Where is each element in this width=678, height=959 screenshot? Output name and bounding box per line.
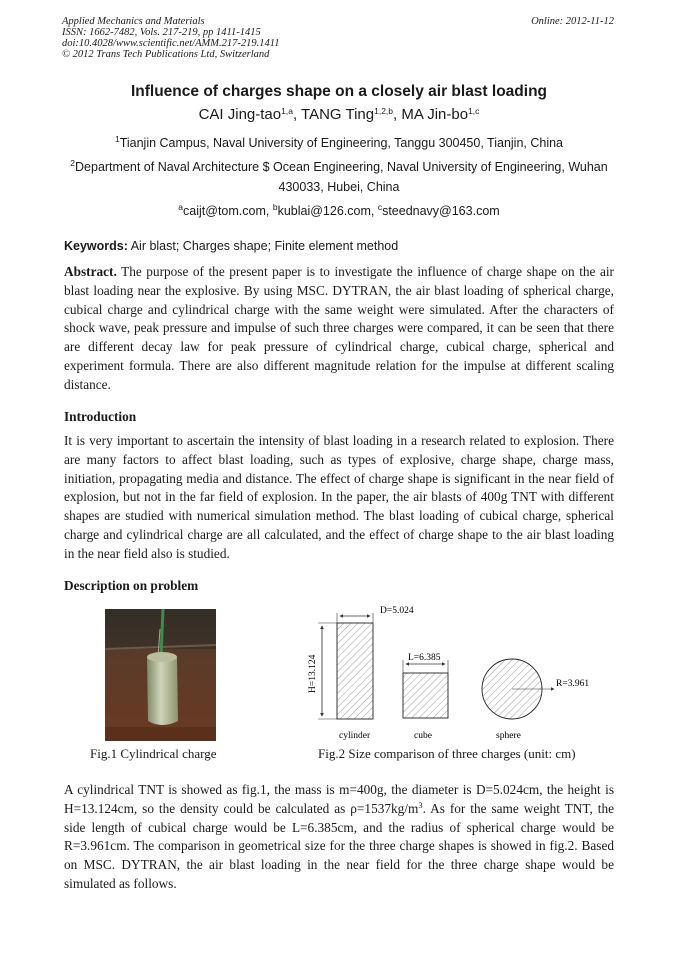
diameter-label: D=5.024 <box>380 606 414 616</box>
keywords-label: Keywords: <box>64 239 128 253</box>
abstract <box>64 263 614 395</box>
keywords-text: Air blast; Charges shape; Finite element method <box>130 239 399 253</box>
email-sup: b <box>272 202 278 212</box>
cylindrical-charge-photo <box>105 609 216 741</box>
affiliation-text: Tianjin Campus, Naval University of Engineering, Tanggu 300450, Tianjin, China <box>119 136 564 150</box>
intro-paragraph: It is very important to ascertain the intensity of blast loading in a research related to explosion. There are many factors to affect blast loading, such as types of explosive, charge shape, charge mass, initiation, propagating media and distance. The effect of charge shape is significant in the near field of explosion, but not in the far field of explosion. In the paper, the air blasts of 400g TNT with different shapes are studied with numerical simulation method. The blast loading of cubical charge, spherical charge and cylindrical charge are all calculated, and the effect of charge shape to the air blast loading in the near field also is studied. <box>64 433 614 561</box>
keywords <box>64 239 398 253</box>
description-paragraph <box>64 781 614 894</box>
journal-header <box>62 16 279 60</box>
superscript: 3 <box>418 799 423 810</box>
journal-name: Applied Mechanics and Materials <box>62 16 205 27</box>
fig2-caption: Fig.2 Size comparison of three charges (unit: cm) <box>318 746 576 761</box>
affiliation-sup: 2 <box>70 158 76 168</box>
sphere-label: sphere <box>496 731 521 741</box>
issn-line: ISSN: 1662-7482, Vols. 217-219, pp 1411-1415 <box>62 27 261 38</box>
affiliation-1 <box>60 133 618 153</box>
intro-heading: Introduction <box>64 409 137 424</box>
abstract-label: Abstract. <box>64 264 117 279</box>
email-sup: a <box>178 202 184 212</box>
email-link[interactable]: kublai@126.com, <box>277 204 378 218</box>
email-sup: c <box>377 202 383 212</box>
copyright-line: © 2012 Trans Tech Publications Ltd, Switzerland <box>62 49 270 60</box>
fig1-caption: Fig.1 Cylindrical charge <box>90 746 217 761</box>
author-list <box>0 106 678 123</box>
cube-label: cube <box>414 731 432 741</box>
affiliation-text: 430033, Hubei, China <box>278 180 400 194</box>
author-name: CAI Jing-tao <box>198 106 282 123</box>
email-link[interactable]: steednavy@163.com <box>382 204 500 218</box>
email-list <box>60 201 618 221</box>
doi-line: doi:10.4028/www.scientific.net/AMM.217-219.1411 <box>62 38 280 49</box>
paragraph-text: A cylindrical TNT is showed as fig.1, the mass is m=400g, the diameter is D=5.024cm, the height is H=13.124cm, so the density could be calculated as ρ=1537kg/m <box>64 782 614 816</box>
author-sup: 1,a <box>281 106 293 116</box>
paragraph-text: . As for the same weight TNT, the side length of cubical charge would be L=6.385cm, and the radius of spherical charge would be R=3.961cm. The comparison in geometrical size for the three charge shapes is showed in fig.2. Based on MSC. DYTRAN, the air blast loading in the near field for the three charge shape would be simulated as follows. <box>64 800 614 891</box>
email-link[interactable]: caijt@tom.com, <box>183 204 273 218</box>
author-sup: 1,c <box>468 106 480 116</box>
radius-label: R=3.961 <box>556 679 590 689</box>
problem-heading: Description on problem <box>64 578 199 593</box>
side-length-label: L=6.385 <box>408 653 441 663</box>
affiliation-sup: 1 <box>114 134 120 144</box>
cube-shape <box>403 673 448 718</box>
affiliation-2 <box>60 157 618 197</box>
size-comparison-diagram <box>300 603 600 753</box>
affiliation-text: Department of Naval Architecture $ Ocean Engineering, Naval University of Engineering, Wuhan <box>75 160 608 174</box>
abstract-text: The purpose of the present paper is to investigate the influence of charge shape on the air blast loading near the explosive. By using MSC. DYTRAN, the air blast loading of spherical charge, cubical charge and cylindrical charge with the same weight were simulated. After the characters of shock wave, peak pressure and impulse of such three charges were compared, it can be seen that there are different decay law for peak pressure of cylindrical charge, cubical charge, spherical and experiment formula. There are also different magnitude relation for the impulse at different scaling distance. <box>64 264 614 392</box>
author-name: TANG Ting <box>301 106 375 123</box>
author-sup: 1,2,b <box>374 106 394 116</box>
author-sep: , <box>393 106 402 123</box>
author-sep: , <box>292 106 302 123</box>
cylinder-label: cylinder <box>339 731 371 741</box>
height-label: H=13.124 <box>308 654 318 693</box>
paper-title: Influence of charges shape on a closely air blast loading <box>130 83 548 100</box>
online-date: Online: 2012-11-12 <box>531 16 614 27</box>
author-name: MA Jin-bo <box>401 106 469 123</box>
cylinder-shape <box>337 623 373 719</box>
